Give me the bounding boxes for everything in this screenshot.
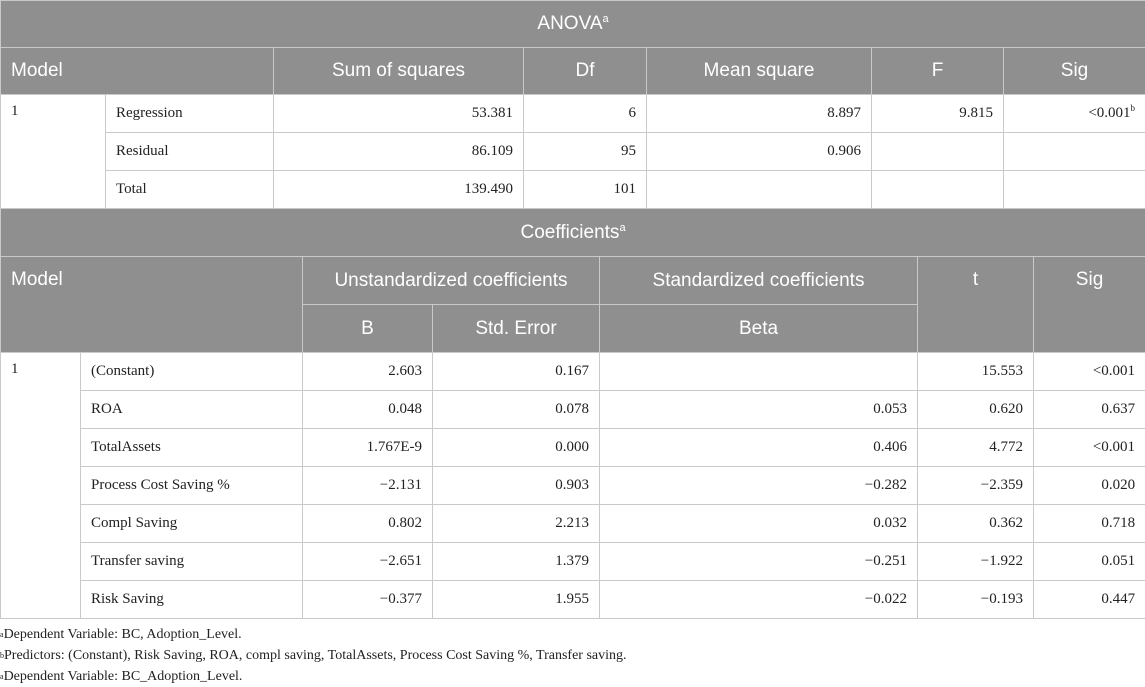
row-label: Regression bbox=[106, 95, 274, 133]
footnote-text: Dependent Variable: BC, Adoption_Level. bbox=[3, 627, 242, 642]
cell-beta bbox=[600, 353, 918, 391]
row-label: Risk Saving bbox=[81, 581, 303, 619]
coef-header-model: Model bbox=[1, 257, 303, 353]
table-row bbox=[1, 95, 1145, 133]
anova-header-sig: Sig bbox=[1004, 48, 1145, 95]
cell-b: −0.377 bbox=[303, 581, 433, 619]
footnote-text: Dependent Variable: BC_Adoption_Level. bbox=[3, 669, 243, 684]
anova-header-mean-square: Mean square bbox=[647, 48, 872, 95]
table-row bbox=[1, 133, 1145, 171]
cell-b: 0.048 bbox=[303, 391, 433, 429]
footnote bbox=[0, 645, 627, 666]
cell-se: 0.903 bbox=[433, 467, 600, 505]
coefficients-title-text: Coefficients bbox=[520, 221, 620, 243]
row-label: Compl Saving bbox=[81, 505, 303, 543]
cell-beta: 0.406 bbox=[600, 429, 918, 467]
coefficients-title bbox=[1, 209, 1145, 257]
coef-header-b: B bbox=[303, 305, 433, 353]
cell-t: 0.362 bbox=[918, 505, 1034, 543]
cell-t: −1.922 bbox=[918, 543, 1034, 581]
cell-t: −2.359 bbox=[918, 467, 1034, 505]
table-row bbox=[1, 391, 1145, 429]
cell-sig: 0.051 bbox=[1034, 543, 1145, 581]
footnote bbox=[0, 666, 627, 687]
cell-b: 2.603 bbox=[303, 353, 433, 391]
footnote-text: Predictors: (Constant), Risk Saving, ROA, compl saving, TotalAssets, Process Cost Saving %, Transfer saving. bbox=[4, 648, 627, 663]
coef-header-unstandardized: Unstandardized coefficients bbox=[303, 257, 600, 305]
anova-title-sup: a bbox=[602, 13, 609, 25]
cell-se: 2.213 bbox=[433, 505, 600, 543]
row-label: (Constant) bbox=[81, 353, 303, 391]
footnote bbox=[0, 624, 627, 645]
cell-f bbox=[872, 133, 1004, 171]
table-row bbox=[1, 543, 1145, 581]
anova-header-sum-of-squares: Sum of squares bbox=[274, 48, 524, 95]
cell-sig: <0.001 bbox=[1034, 429, 1145, 467]
footnote-marker: a bbox=[0, 672, 4, 681]
cell-ms: 0.906 bbox=[647, 133, 872, 171]
coef-header-sig: Sig bbox=[1034, 257, 1145, 353]
table-row bbox=[1, 353, 1145, 391]
cell-sig: 0.447 bbox=[1034, 581, 1145, 619]
coefficients-title-sup: a bbox=[619, 221, 626, 234]
cell-beta: −0.282 bbox=[600, 467, 918, 505]
coef-model-number: 1 bbox=[1, 353, 81, 619]
cell-sig bbox=[1004, 171, 1145, 209]
cell-beta: 0.032 bbox=[600, 505, 918, 543]
cell-se: 1.955 bbox=[433, 581, 600, 619]
cell-ms bbox=[647, 171, 872, 209]
cell-f: 9.815 bbox=[872, 95, 1004, 133]
table-row bbox=[1, 429, 1145, 467]
cell-t: 0.620 bbox=[918, 391, 1034, 429]
coef-header-beta: Beta bbox=[600, 305, 918, 353]
table-row bbox=[1, 505, 1145, 543]
row-label: TotalAssets bbox=[81, 429, 303, 467]
cell-b: 0.802 bbox=[303, 505, 433, 543]
cell-sig: 0.637 bbox=[1034, 391, 1145, 429]
cell-t: 4.772 bbox=[918, 429, 1034, 467]
anova-header-model: Model bbox=[1, 48, 274, 95]
anova-table bbox=[0, 0, 1145, 209]
cell-sig: <0.001 bbox=[1034, 353, 1145, 391]
cell-se: 0.078 bbox=[433, 391, 600, 429]
cell-se: 1.379 bbox=[433, 543, 600, 581]
cell-df: 6 bbox=[524, 95, 647, 133]
cell-b: −2.131 bbox=[303, 467, 433, 505]
coef-header-t: t bbox=[918, 257, 1034, 353]
cell-f bbox=[872, 171, 1004, 209]
cell-ss: 53.381 bbox=[274, 95, 524, 133]
coef-header-std-error: Std. Error bbox=[433, 305, 600, 353]
anova-title-text: ANOVA bbox=[537, 13, 603, 34]
cell-sig-sup: b bbox=[1130, 103, 1136, 113]
cell-beta: 0.053 bbox=[600, 391, 918, 429]
cell-beta: −0.022 bbox=[600, 581, 918, 619]
cell-se: 0.167 bbox=[433, 353, 600, 391]
cell-b: −2.651 bbox=[303, 543, 433, 581]
cell-t: −0.193 bbox=[918, 581, 1034, 619]
cell-sig bbox=[1004, 133, 1145, 171]
anova-model-number: 1 bbox=[1, 95, 106, 209]
cell-ms: 8.897 bbox=[647, 95, 872, 133]
footnotes bbox=[0, 624, 627, 687]
cell-df: 95 bbox=[524, 133, 647, 171]
table-row bbox=[1, 171, 1145, 209]
footnote-marker: b bbox=[0, 651, 4, 660]
cell-df: 101 bbox=[524, 171, 647, 209]
cell-ss: 86.109 bbox=[274, 133, 524, 171]
cell-sig: 0.718 bbox=[1034, 505, 1145, 543]
row-label: Process Cost Saving % bbox=[81, 467, 303, 505]
coefficients-table bbox=[0, 208, 1145, 619]
cell-beta: −0.251 bbox=[600, 543, 918, 581]
cell-sig: 0.020 bbox=[1034, 467, 1145, 505]
cell-se: 0.000 bbox=[433, 429, 600, 467]
cell-sig-value: <0.001 bbox=[1088, 105, 1131, 121]
cell-ss: 139.490 bbox=[274, 171, 524, 209]
row-label: Residual bbox=[106, 133, 274, 171]
cell-t: 15.553 bbox=[918, 353, 1034, 391]
table-row bbox=[1, 467, 1145, 505]
coef-header-standardized: Standardized coefficients bbox=[600, 257, 918, 305]
row-label: Transfer saving bbox=[81, 543, 303, 581]
anova-header-f: F bbox=[872, 48, 1004, 95]
cell-b: 1.767E-9 bbox=[303, 429, 433, 467]
anova-header-df: Df bbox=[524, 48, 647, 95]
anova-title bbox=[1, 1, 1145, 48]
row-label: Total bbox=[106, 171, 274, 209]
footnote-marker: a bbox=[0, 630, 4, 639]
row-label: ROA bbox=[81, 391, 303, 429]
cell-sig bbox=[1004, 95, 1145, 133]
table-row bbox=[1, 581, 1145, 619]
